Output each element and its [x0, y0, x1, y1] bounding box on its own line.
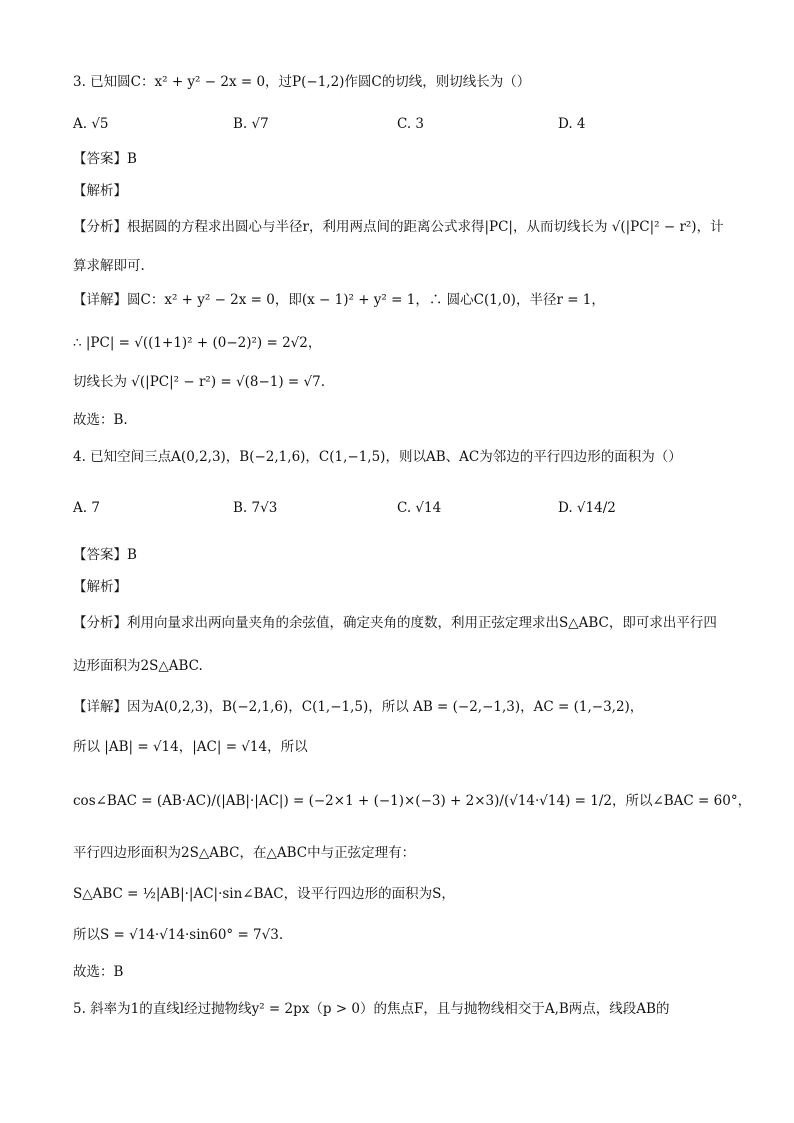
q4-detail-line6: 所以S = √14·√14·sin60° = 7√3. — [73, 927, 284, 943]
q4-jiexi-label: 【解析】 — [73, 579, 127, 595]
q3-option-a: A. √5 — [73, 116, 109, 132]
q4-detail-line2: 所以 |AB| = √14，|AC| = √14，所以 — [73, 739, 308, 755]
q3-choose: 故选：B. — [73, 412, 128, 428]
q3-option-b: B. √7 — [233, 116, 269, 132]
q4-choose: 故选：B — [73, 964, 124, 980]
q3-detail-line1: 【详解】圆C：x² + y² − 2x = 0，即(x − 1)² + y² = 1，∴ 圆心C(1,0)，半径r = 1， — [73, 292, 605, 308]
q4-detail-line1: 【详解】因为A(0,2,3)，B(−2,1,6)，C(1,−1,5)，所以 AB = (−2,−1,3)，AC = (1,−3,2)， — [73, 699, 644, 715]
q4-detail-line5: S△ABC = ½|AB|·|AC|·sin∠BAC，设平行四边形的面积为S， — [73, 886, 455, 902]
q4-analysis-line1: 【分析】利用向量求出两向量夹角的余弦值，确定夹角的度数，利用正弦定理求出S△ABC，即可求出平行四 — [73, 615, 717, 631]
q4-stem: 4. 已知空间三点A(0,2,3)，B(−2,1,6)，C(1,−1,5)，则以AB、AC为邻边的平行四边形的面积为（） — [73, 449, 682, 465]
q3-answer: 【答案】B — [73, 151, 137, 167]
q3-analysis-line1: 【分析】根据圆的方程求出圆心与半径r，利用两点间的距离公式求得|PC|，从而切线长为 √(|PC|² − r²)，计 — [73, 219, 724, 235]
q3-option-c: C. 3 — [397, 116, 425, 132]
q4-option-a: A. 7 — [73, 500, 100, 516]
q4-option-d: D. √14/2 — [558, 500, 616, 516]
q4-detail-line4: 平行四边形面积为2S△ABC，在△ABC中与正弦定理有： — [73, 845, 416, 861]
q4-option-c: C. √14 — [397, 500, 442, 516]
q4-answer: 【答案】B — [73, 547, 137, 563]
q4-option-b: B. 7√3 — [233, 500, 278, 516]
q3-stem: 3. 已知圆C：x² + y² − 2x = 0，过P(−1,2)作圆C的切线，则切线长为（） — [73, 74, 531, 90]
q3-option-d: D. 4 — [558, 116, 586, 132]
q3-analysis-line2: 算求解即可. — [73, 258, 145, 274]
q4-analysis-line2: 边形面积为2S△ABC. — [73, 658, 203, 674]
q3-detail-line2: ∴ |PC| = √((1+1)² + (0−2)²) = 2√2， — [73, 335, 322, 351]
q4-detail-line3: cos∠BAC = (AB·AC)/(|AB|·|AC|) = (−2×1 + (−1)×(−3) + 2×3)/(√14·√14) = 1/2，所以∠BAC = 60°， — [73, 793, 752, 809]
q5-stem: 5. 斜率为1的直线l经过抛物线y² = 2px（p > 0）的焦点F，且与抛物线相交于A,B两点，线段AB的 — [73, 1001, 670, 1017]
q3-detail-line3: 切线长为 √(|PC|² − r²) = √(8−1) = √7. — [73, 374, 326, 390]
q3-jiexi-label: 【解析】 — [73, 183, 127, 199]
